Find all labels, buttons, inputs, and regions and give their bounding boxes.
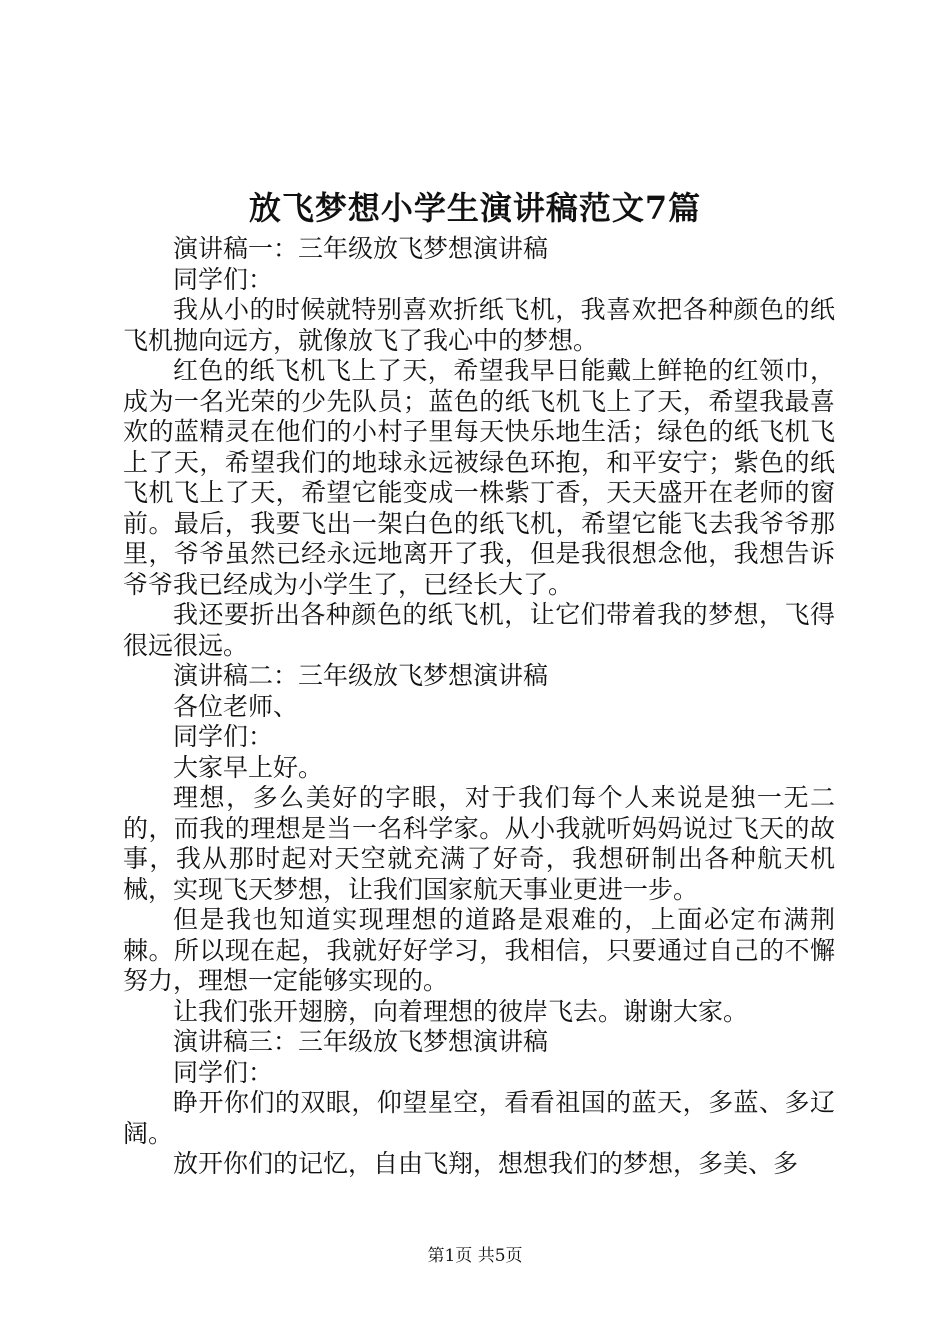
paragraph: 演讲稿一：三年级放飞梦想演讲稿 bbox=[173, 234, 549, 263]
paragraph: 大家早上好。 bbox=[173, 752, 324, 782]
document-body bbox=[123, 234, 835, 1180]
paragraph: 同学们： bbox=[173, 1057, 274, 1087]
paragraph: 红色的纸飞机飞上了天，希望我早日能戴上鲜艳的红领巾，成为一名光荣的少先队员；蓝色的纸飞机飞上了天，希望我最喜欢的蓝精灵在他们的小村子里每天快乐地生活；绿色的纸飞机飞上了天，希望我们的地球永远被绿色环抱，和平安宁；紫色的纸飞机飞上了天，希望它能变成一株紫丁香，天天盛开在老师的窗前。最后，我要飞出一架白色的纸飞机，希望它能飞去我爷爷那里，爷爷虽然已经永远地离开了我，但是我很想念他，我想告诉爷爷我已经成为小学生了，已经长大了。 bbox=[123, 356, 835, 599]
paragraph: 同学们： bbox=[173, 264, 274, 294]
paragraph: 睁开你们的双眼，仰望星空，看看祖国的蓝天，多蓝、多辽阔。 bbox=[123, 1088, 835, 1148]
paragraph: 我还要折出各种颜色的纸飞机，让它们带着我的梦想，飞得很远很远。 bbox=[123, 600, 835, 660]
paragraph: 但是我也知道实现理想的道路是艰难的，上面必定布满荆棘。所以现在起，我就好好学习，我相信，只要通过自己的不懈努力，理想一定能够实现的。 bbox=[123, 905, 835, 995]
paragraph: 理想，多么美好的字眼，对于我们每个人来说是独一无二的，而我的理想是当一名科学家。从小我就听妈妈说过飞天的故事，我从那时起对天空就充满了好奇，我想研制出各种航天机械，实现飞天梦想，让我们国家航天事业更进一步。 bbox=[123, 783, 835, 904]
page-number-footer: 第1页 共5页 bbox=[427, 1246, 523, 1266]
paragraph: 放开你们的记忆，自由飞翔，想想我们的梦想，多美、多 bbox=[173, 1149, 799, 1178]
paragraph: 演讲稿二：三年级放飞梦想演讲稿 bbox=[173, 661, 549, 690]
paragraph: 让我们张开翅膀，向着理想的彼岸飞去。谢谢大家。 bbox=[173, 996, 749, 1026]
paragraph: 各位老师、 bbox=[173, 691, 299, 721]
document-title: 放飞梦想小学生演讲稿范文7篇 bbox=[248, 189, 702, 227]
paragraph: 同学们： bbox=[173, 722, 274, 751]
paragraph: 我从小的时候就特别喜欢折纸飞机，我喜欢把各种颜色的纸飞机抛向远方，就像放飞了我心中的梦想。 bbox=[123, 295, 835, 355]
paragraph: 演讲稿三：三年级放飞梦想演讲稿 bbox=[173, 1027, 549, 1056]
